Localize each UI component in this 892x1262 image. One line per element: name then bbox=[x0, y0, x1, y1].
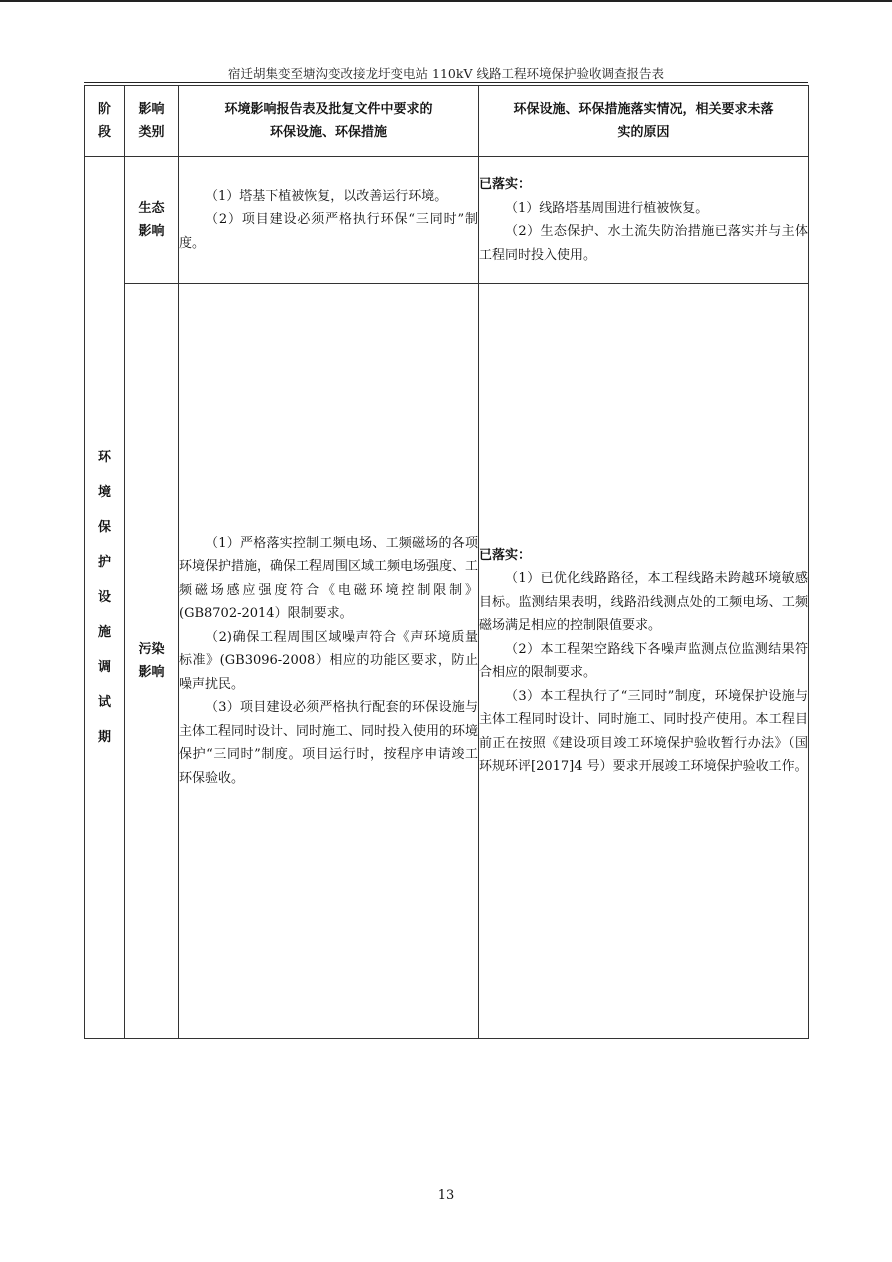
header-category: 影响 类别 bbox=[125, 86, 179, 157]
report-header-title: 宿迁胡集变至塘沟变改接龙圩变电站 110kV 线路工程环境保护验收调查报告表 bbox=[228, 66, 664, 81]
header-requirements: 环境影响报告表及批复文件中要求的 环保设施、环保措施 bbox=[179, 86, 479, 157]
implementation-ecology: 已落实： （1）线路塔基周围进行植被恢复。 （2）生态保护、水土流失防治措施已落实并与主体工程同时投入使用。 bbox=[479, 157, 809, 284]
header-implementation: 环保设施、环保措施落实情况，相关要求未落 实的原因 bbox=[479, 86, 809, 157]
table-row-ecology bbox=[85, 157, 809, 284]
acceptance-table bbox=[84, 85, 809, 1039]
category-pollution: 污染 影响 bbox=[125, 284, 179, 1039]
table-header-row bbox=[85, 86, 809, 157]
top-border bbox=[0, 0, 892, 2]
requirements-ecology: （1）塔基下植被恢复，以改善运行环境。 （2）项目建设必须严格执行环保“三同时”制度。 bbox=[179, 157, 479, 284]
page-number: 13 bbox=[437, 1188, 455, 1203]
header-stage: 阶 段 bbox=[85, 86, 125, 157]
requirements-pollution: （1）严格落实控制工频电场、工频磁场的各项环境保护措施，确保工程周围区域工频电场强度、工频磁场感应强度符合《电磁环境控制限制》(GB8702-2014）限制要求。 （2)确保工程周围区域噪声符合《声环境质量标准》(GB3096-2008）相应的功能区要求，防止噪声扰民。 （3）项目建设必须严格执行配套的环保设施与主体工程同时设计、同时施工、同时投入使用的环境保护“三同时”制度。项目运行时，按程序申请竣工环保验收。 bbox=[179, 284, 479, 1039]
stage-cell: 环 境 保 护 设 施 调 试 期 bbox=[85, 157, 125, 1039]
table-row-pollution bbox=[85, 284, 809, 1039]
category-ecology: 生态 影响 bbox=[125, 157, 179, 284]
header-rule bbox=[84, 82, 808, 83]
implementation-pollution: 已落实： （1）已优化线路路径，本工程线路未跨越环境敏感目标。监测结果表明，线路沿线测点处的工频电场、工频磁场满足相应的控制限值要求。 （2）本工程架空路线下各噪声监测点位监测结果符合相应的限制要求。 （3）本工程执行了“三同时”制度，环境保护设施与主体工程同时设计、同时施工、同时投产使用。本工程目前正在按照《建设项目竣工环境保护验收暂行办法》（国环规环评[2017]4 号）要求开展竣工环境保护验收工作。 bbox=[479, 284, 809, 1039]
